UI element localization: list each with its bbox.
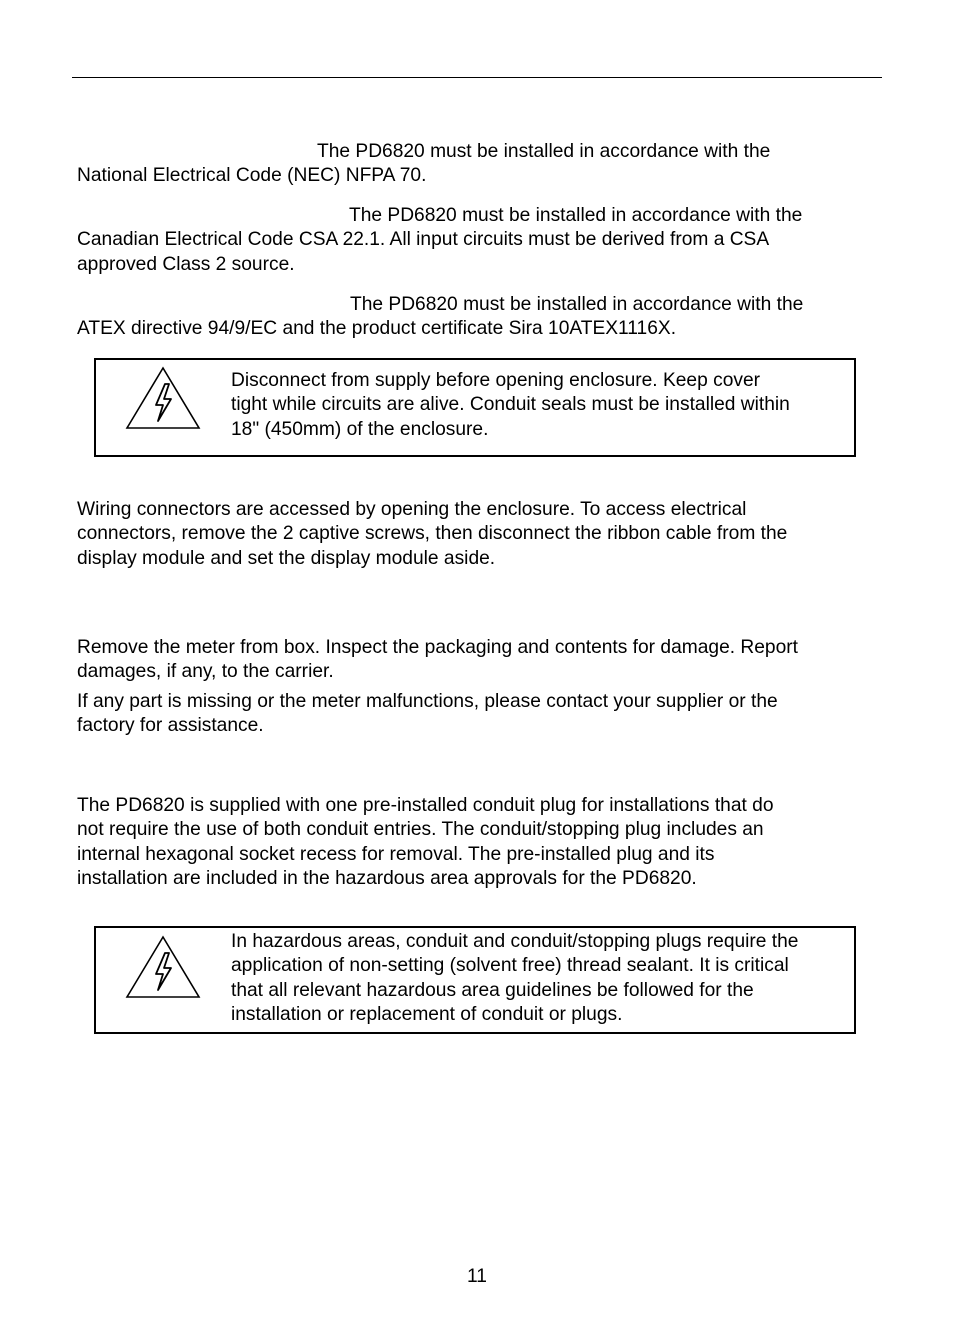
nec-text: The PD6820 must be installed in accordance with the (317, 141, 771, 162)
wiring-line: connectors, remove the 2 captive screws, then disconnect the ribbon cable from the (77, 523, 788, 545)
conduit-line: internal hexagonal socket recess for removal. The pre-installed plug and its (77, 843, 715, 865)
wiring-line: display module and set the display module aside. (77, 547, 496, 569)
unpacking-paragraph-2 (77, 690, 877, 739)
warning-1-line: tight while circuits are alive. Conduit seals must be installed within (231, 394, 790, 416)
warning-box-2 (94, 926, 856, 1034)
unpacking-line: damages, if any, to the carrier. (77, 661, 334, 683)
warning-1-line: 18" (450mm) of the enclosure. (231, 418, 489, 440)
warning-2-text (231, 930, 855, 1028)
warning-box-1 (94, 358, 856, 457)
conduit-line: The PD6820 is supplied with one pre-installed conduit plug for installations that do (77, 795, 774, 816)
wiring-paragraph (77, 498, 877, 571)
atex-text: The PD6820 must be installed in accordance with the (350, 294, 804, 315)
nec-paragraph (77, 140, 877, 189)
atex-text-2: ATEX directive 94/9/EC and the product certificate Sira 10ATEX1116X. (77, 318, 677, 340)
conduit-line: not require the use of both conduit entries. The conduit/stopping plug includes an (77, 819, 764, 841)
unpacking-paragraph-1 (77, 636, 877, 685)
page-number: 11 (467, 1266, 487, 1287)
unpacking-line: If any part is missing or the meter malfunctions, please contact your supplier or the (77, 691, 778, 712)
warning-2-line: application of non-setting (solvent free) thread sealant. It is critical (231, 955, 789, 977)
cec-text-3: approved Class 2 source. (77, 253, 295, 275)
conduit-paragraph (77, 794, 877, 892)
atex-paragraph (77, 293, 877, 342)
nec-text-2: National Electrical Code (NEC) NFPA 70. (77, 165, 427, 187)
unpacking-line: Remove the meter from box. Inspect the packaging and contents for damage. Report (77, 637, 798, 658)
wiring-line: Wiring connectors are accessed by opening the enclosure. To access electrical (77, 499, 747, 520)
electrical-hazard-icon (125, 366, 201, 430)
unpacking-line: factory for assistance. (77, 715, 264, 737)
warning-2-line: that all relevant hazardous area guidelines be followed for the (231, 979, 754, 1001)
header-rule (72, 77, 882, 78)
cec-text: The PD6820 must be installed in accordance with the (349, 205, 803, 226)
warning-2-line: installation or replacement of conduit or plugs. (231, 1004, 623, 1026)
conduit-line: installation are included in the hazardous area approvals for the PD6820. (77, 868, 697, 890)
electrical-hazard-icon (125, 935, 201, 999)
cec-text-2: Canadian Electrical Code CSA 22.1. All input circuits must be derived from a CSA (77, 229, 770, 251)
cec-paragraph (77, 204, 877, 277)
warning-1-line: Disconnect from supply before opening enclosure. Keep cover (231, 370, 761, 391)
warning-2-line: In hazardous areas, conduit and conduit/stopping plugs require the (231, 931, 799, 952)
warning-1-text (231, 369, 855, 442)
